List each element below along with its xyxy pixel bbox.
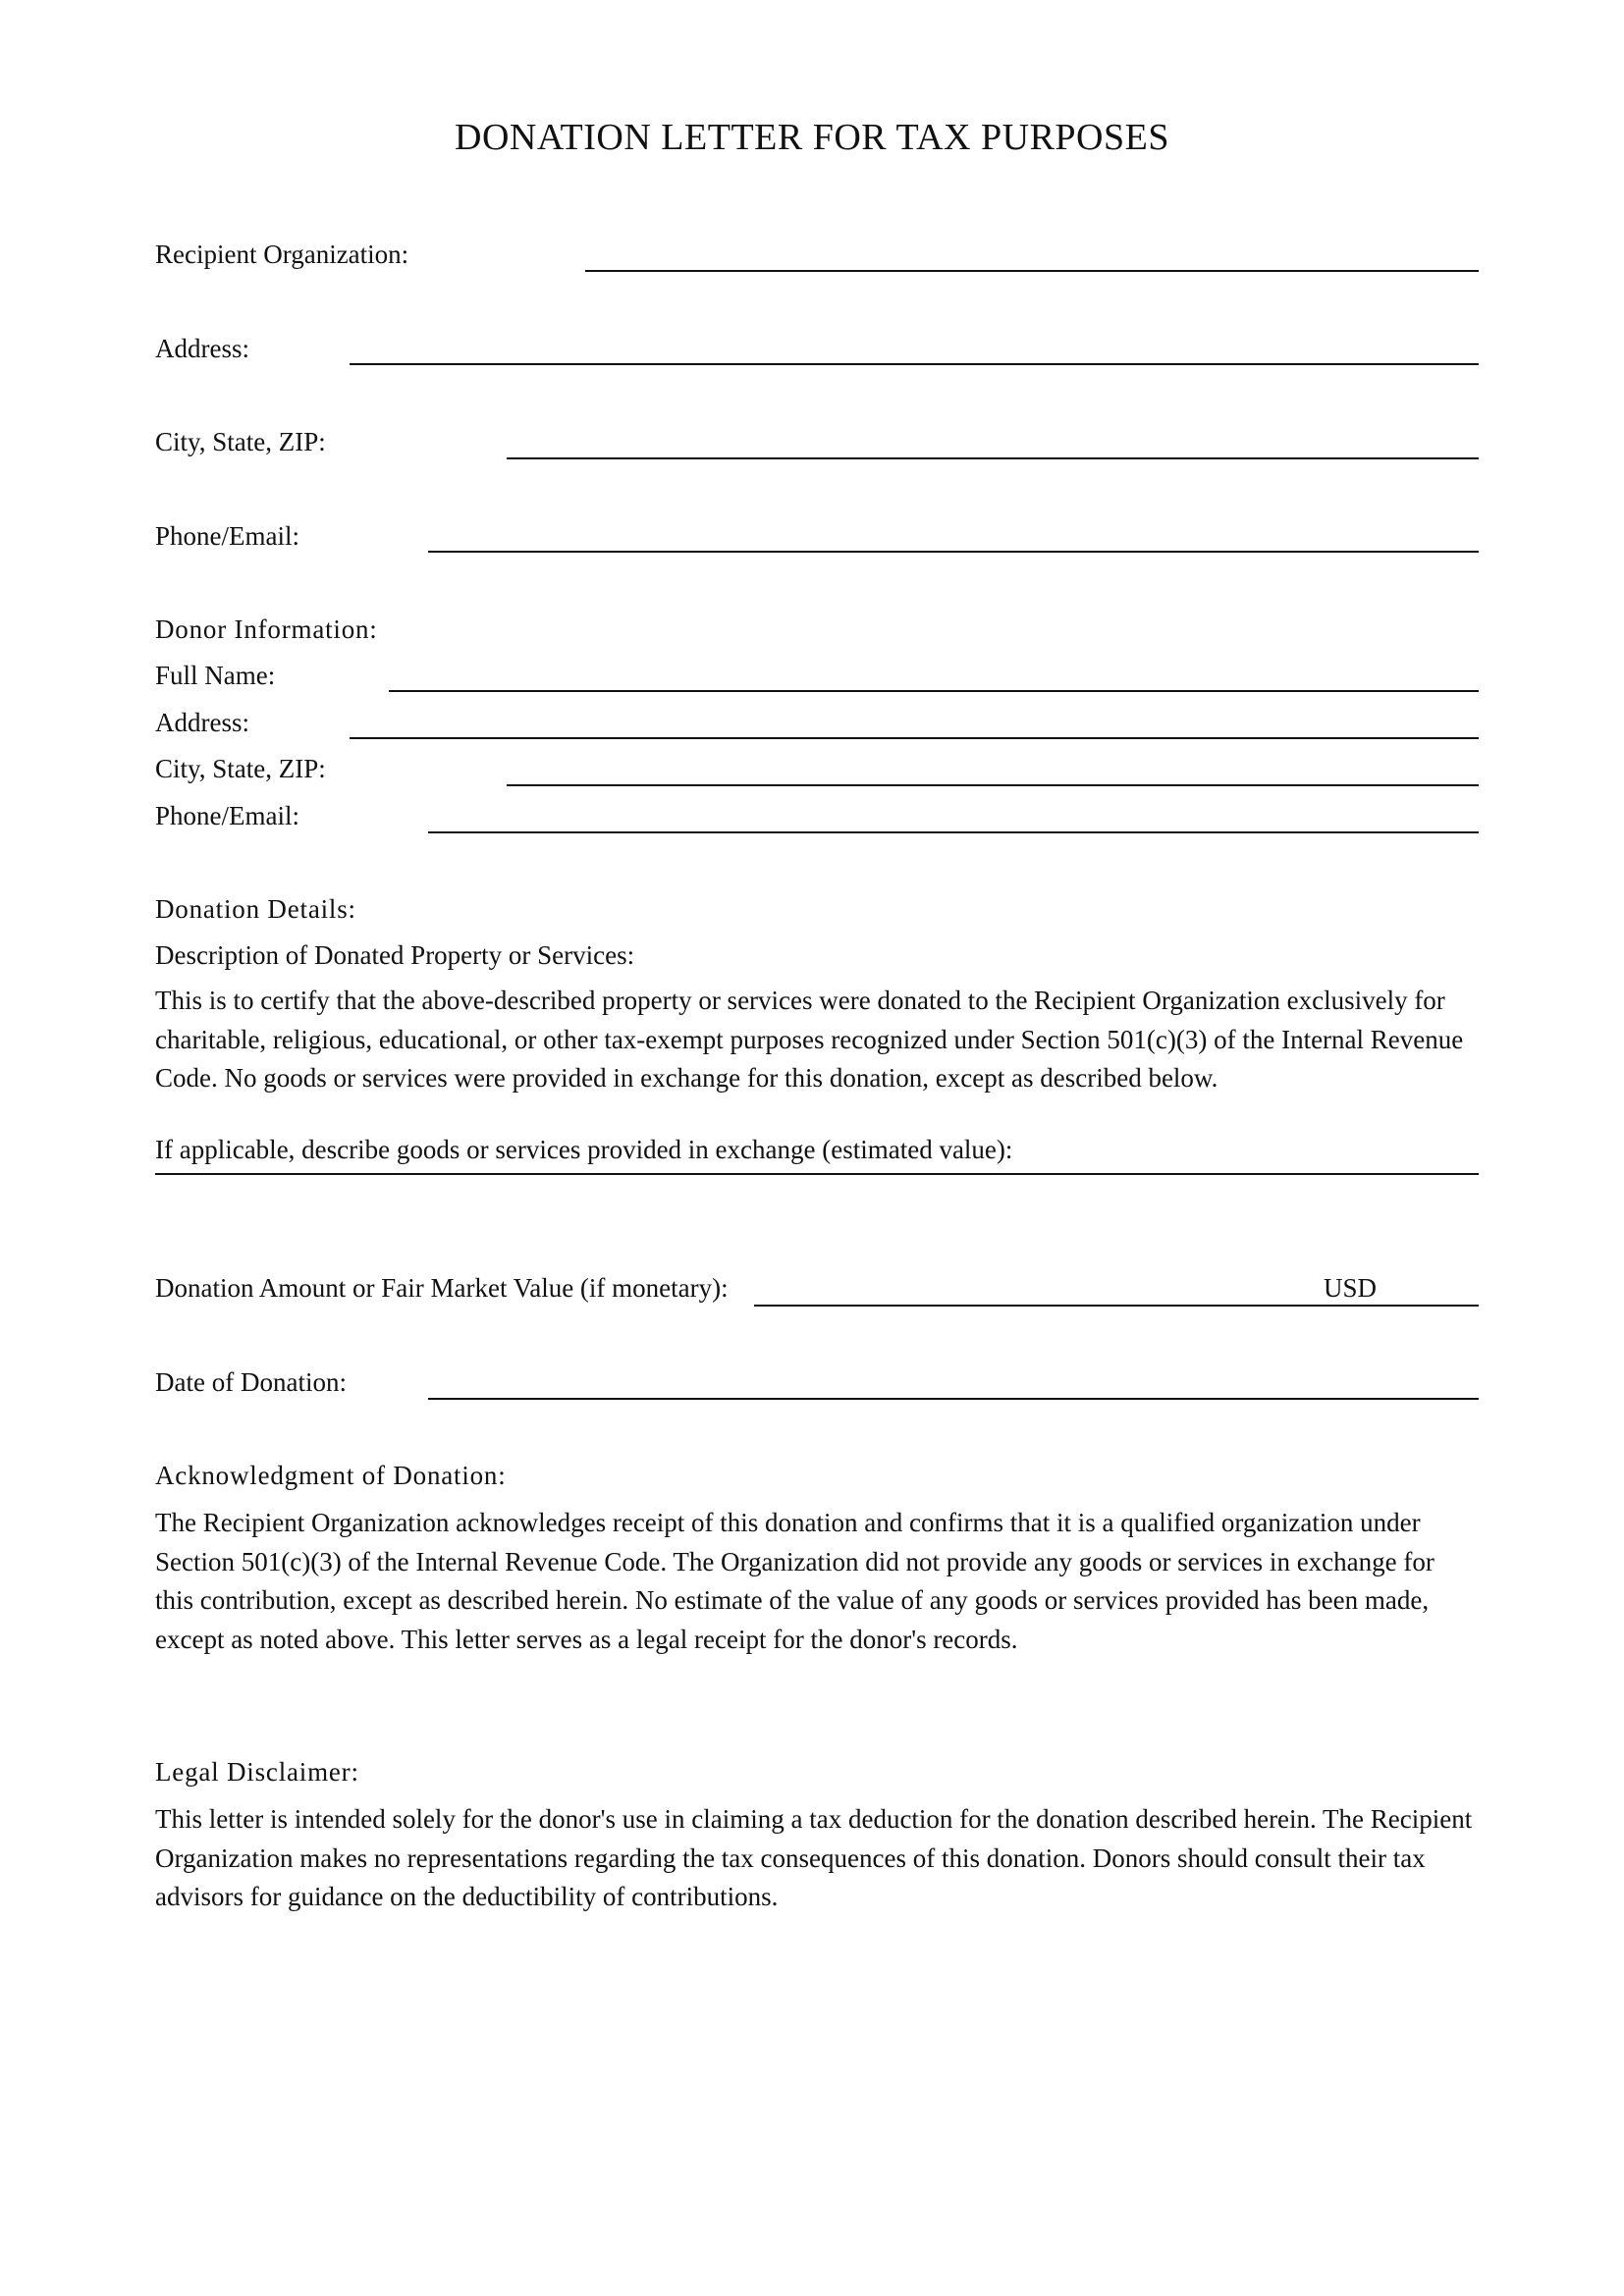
recipient-address-label: Address: — [155, 334, 249, 363]
donor-address-field[interactable] — [350, 737, 1479, 739]
recipient-phone-email-label: Phone/Email: — [155, 521, 299, 551]
date-field[interactable] — [428, 1398, 1479, 1400]
donor-information-heading: Donor Information: — [155, 614, 378, 644]
donor-full-name-label: Full Name: — [155, 661, 276, 690]
legal-disclaimer-paragraph: This letter is intended solely for the donor's use in claiming a tax deduction for the donation described herein. The Recipient Organization makes no representations regarding the tax consequences of this donation. Donors should consult their tax advisors for guidance on the deductibility of contributions. — [155, 1804, 1473, 1911]
recipient-city-state-zip-field[interactable] — [507, 457, 1479, 459]
recipient-phone-email-field[interactable] — [428, 551, 1479, 553]
recipient-organization-label: Recipient Organization: — [155, 240, 409, 269]
amount-label: Donation Amount or Fair Market Value (if monetary): — [155, 1273, 729, 1303]
currency-label: USD — [1324, 1273, 1378, 1303]
donor-city-state-zip-field[interactable] — [507, 784, 1479, 786]
exchange-field[interactable] — [155, 1173, 1479, 1175]
donor-city-state-zip-label: City, State, ZIP: — [155, 754, 326, 783]
donor-address-label: Address: — [155, 708, 249, 737]
donation-details-heading: Donation Details: — [155, 894, 356, 924]
acknowledgment-heading: Acknowledgment of Donation: — [155, 1461, 507, 1490]
document-title: DONATION LETTER FOR TAX PURPOSES — [455, 117, 1169, 158]
donor-phone-email-field[interactable] — [428, 831, 1479, 833]
exchange-label: If applicable, describe goods or services provided in exchange (estimated value): — [155, 1135, 1013, 1164]
certification-paragraph: This is to certify that the above-described property or services were donated to the Recipient Organization exclusively for charitable, religious, educational, or other tax-exempt purposes recognized under Section 501(c)(3) of the Internal Revenue Code. No goods or services were provided in exchange for this donation, except as described below. — [155, 986, 1464, 1093]
description-label: Description of Donated Property or Services: — [155, 940, 635, 970]
recipient-organization-field[interactable] — [585, 270, 1479, 272]
acknowledgment-paragraph: The Recipient Organization acknowledges receipt of this donation and confirms that it is a qualified organization under Section 501(c)(3) of the Internal Revenue Code. The Organization did not provide any goods or services in exchange for this contribution, except as described herein. No estimate of the value of any goods or services provided has been made, except as noted above. This letter serves as a legal receipt for the donor's records. — [155, 1508, 1435, 1654]
recipient-city-state-zip-label: City, State, ZIP: — [155, 427, 326, 456]
date-label: Date of Donation: — [155, 1367, 347, 1397]
legal-disclaimer-heading: Legal Disclaimer: — [155, 1757, 359, 1787]
amount-field[interactable] — [754, 1305, 1479, 1307]
recipient-address-field[interactable] — [350, 363, 1479, 365]
donor-full-name-field[interactable] — [389, 690, 1479, 692]
donor-phone-email-label: Phone/Email: — [155, 801, 299, 830]
